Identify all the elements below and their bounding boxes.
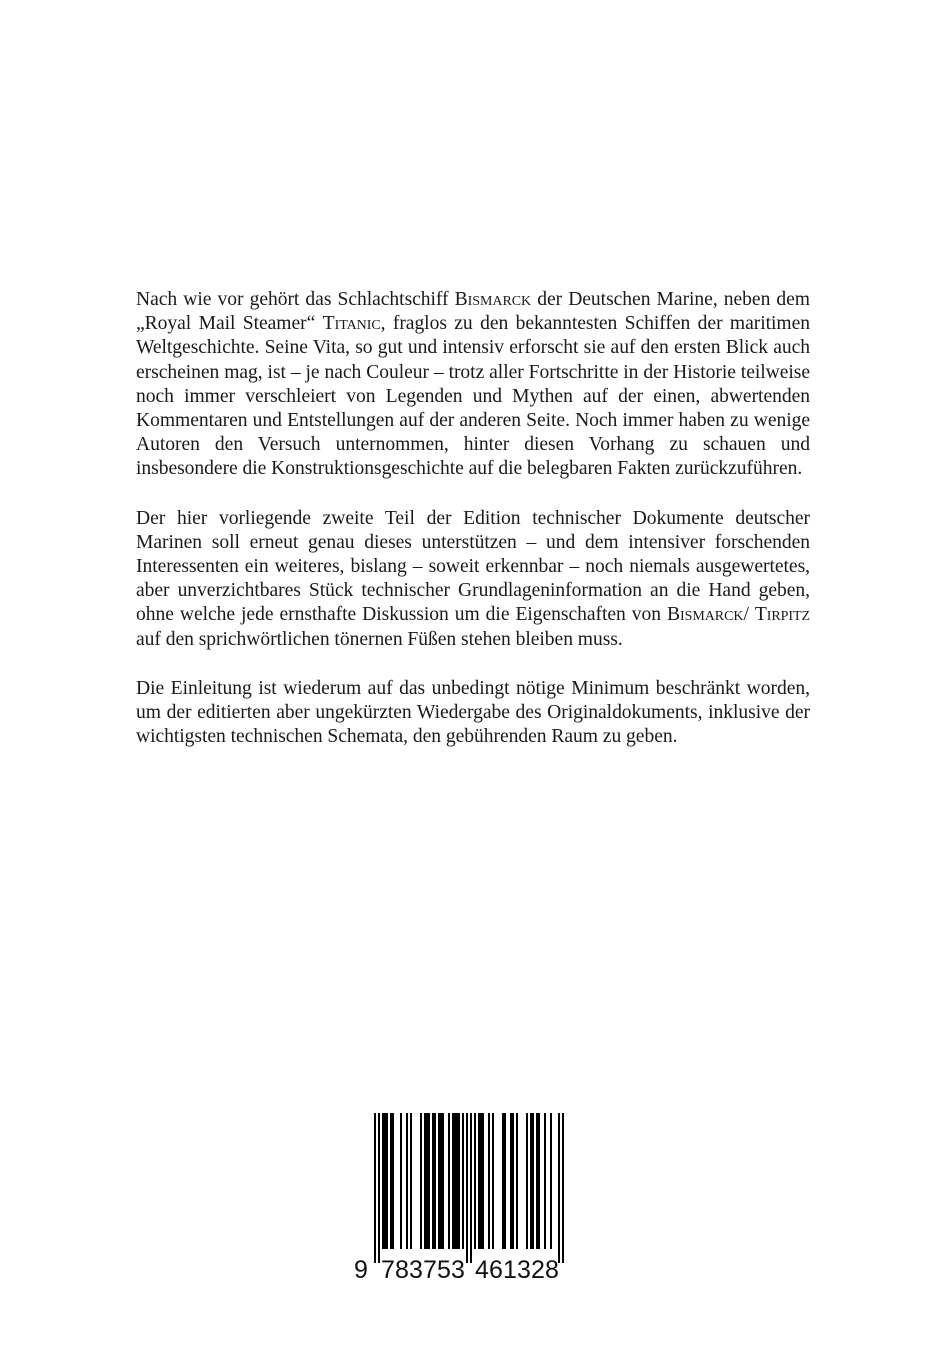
text-span: Die Einleitung ist wiederum auf das unbedingt nötige Minimum beschränkt worden, um der editierten aber ungekürzten Wiedergabe des Originaldokuments, inklusive der wichtigsten technischen Schemata, den gebührenden Raum zu geben.	[136, 677, 810, 748]
barcode-bars	[352, 1113, 574, 1263]
text-span: , fraglos zu den bekanntesten Schiffen der maritimen Weltgeschichte. Seine Vita, so gut und intensiv erforscht sie auf den ersten Blick auch erscheinen mag, ist – je nach Couleur – trotz aller Fortschritte in der Historie teilweise noch immer verschleiert von Legenden und Mythen auf der einen, abwertenden Kommentaren und Entstellungen auf der anderen Seite. Noch immer haben zu wenige Autoren den Versuch unternommen, hinter diesen Vorhang zu schauen und insbesondere die Konstruktionsgeschichte auf die belegbaren Fakten zurückzuführen.	[136, 313, 811, 480]
text-span: der Deutschen Marine, neben dem „Royal Mail Steamer“	[136, 289, 811, 335]
barcode-bar	[462, 1113, 464, 1249]
isbn-digit: 4	[475, 1256, 489, 1284]
isbn-digit: 6	[489, 1256, 503, 1284]
barcode-bar	[390, 1113, 394, 1249]
barcode-bar	[474, 1113, 476, 1249]
barcode-guard-bar	[562, 1113, 564, 1263]
isbn-digit: 3	[451, 1256, 465, 1284]
barcode-guard-bar	[378, 1113, 380, 1263]
barcode-guard-bar	[470, 1113, 472, 1263]
isbn-digit: 5	[437, 1256, 451, 1284]
barcode-bar	[492, 1113, 494, 1249]
isbn-digit: 3	[517, 1256, 531, 1284]
barcode-guard-bar	[558, 1113, 560, 1263]
isbn-digit: 9	[354, 1256, 368, 1284]
paragraph-1	[136, 288, 810, 482]
back-cover-text	[136, 288, 810, 774]
barcode-bar	[488, 1113, 490, 1249]
isbn-digit: 8	[395, 1256, 409, 1284]
text-span: Der hier vorliegende zweite Teil der Edition technischer Dokumente deutscher Marinen soll erneut genau dieses unterstützen – und dem intensiver forschenden Interessenten ein weiteres, bislang – soweit erkennbar – noch niemals ausgewertetes, aber unverzichtbares Stück technischer Grundlageninformation an die Hand geben, ohne welche jede ernsthafte Diskussion um die Eigenschaften von	[136, 507, 810, 626]
barcode-bar	[544, 1113, 546, 1249]
isbn-digit: 8	[545, 1256, 559, 1284]
barcode-bar	[424, 1113, 430, 1249]
barcode-bar	[400, 1113, 402, 1249]
barcode-bar	[448, 1113, 450, 1249]
barcode-bar	[536, 1113, 540, 1249]
ship-name-bismarck: Bismarck	[454, 289, 532, 310]
isbn-digit: 2	[531, 1256, 545, 1284]
barcode-guard-bar	[374, 1113, 376, 1263]
isbn-barcode	[352, 1113, 574, 1288]
barcode-bar	[452, 1113, 460, 1249]
barcode-bar	[478, 1113, 484, 1249]
barcode-bar	[432, 1113, 436, 1249]
barcode-bar	[406, 1113, 408, 1249]
isbn-digit: 3	[409, 1256, 423, 1284]
text-span: Nach wie vor gehört das Schlachtschiff	[136, 289, 455, 310]
barcode-bar	[526, 1113, 528, 1249]
barcode-bar	[550, 1113, 552, 1249]
paragraph-2	[136, 507, 810, 652]
isbn-digit: 7	[381, 1256, 395, 1284]
barcode-guard-bar	[466, 1113, 468, 1263]
ship-name-tirpitz: Tirpitz	[754, 604, 811, 626]
isbn-number	[352, 1253, 574, 1287]
paragraph-3	[136, 677, 810, 750]
text-span: auf den sprichwörtlichen tönernen Füßen stehen bleiben muss.	[136, 628, 623, 650]
barcode-bar	[530, 1113, 534, 1249]
barcode-bar	[410, 1113, 412, 1249]
ship-name-titanic: Titanic	[322, 313, 381, 335]
barcode-bar	[438, 1113, 444, 1249]
barcode-bar	[516, 1113, 518, 1249]
ship-name-bismarck: Bismarck	[666, 604, 744, 626]
isbn-digit: 7	[423, 1256, 437, 1284]
barcode-bar	[510, 1113, 514, 1249]
barcode-bar	[382, 1113, 388, 1249]
barcode-bar	[420, 1113, 422, 1249]
isbn-digit: 1	[503, 1256, 517, 1284]
text-span: /	[743, 604, 755, 626]
barcode-bar	[502, 1113, 506, 1249]
